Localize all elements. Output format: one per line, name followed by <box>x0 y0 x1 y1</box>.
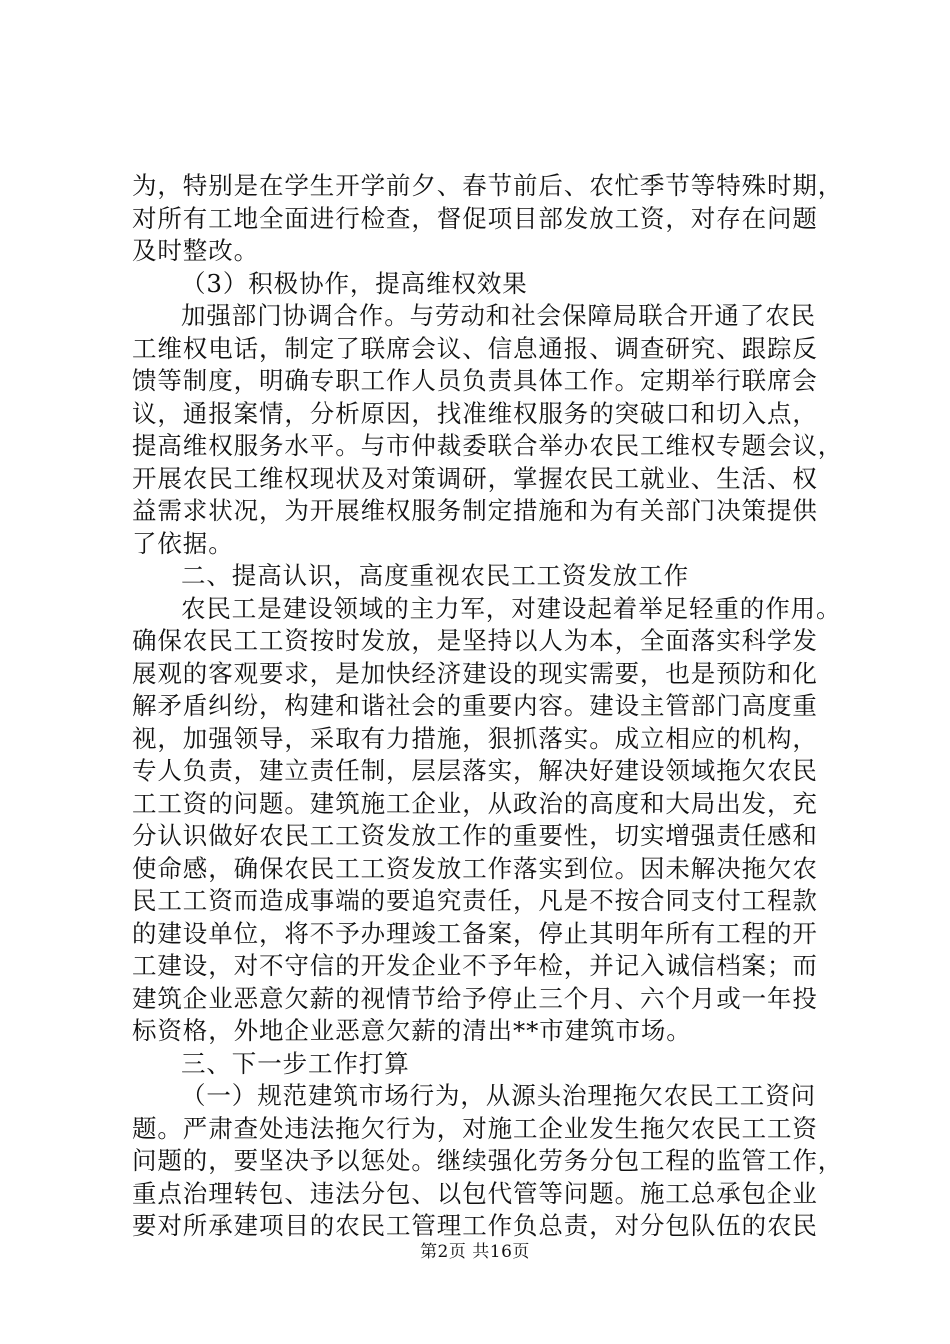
paragraph-start-line: 加强部门协调合作。与劳动和社会保障局联合开通了农民 <box>181 301 816 330</box>
text-line: 工工资的问题。建筑施工企业，从政治的高度和大局出发，充 <box>132 788 818 818</box>
text-line: 要对所承建项目的农民工管理工作负总责，对分包队伍的农民 <box>132 1211 818 1240</box>
page-number-label: 第2页 共16页 <box>420 1242 530 1262</box>
document-body <box>132 170 844 1243</box>
text-line: 题。严肃查处违法拖欠行为，对施工企业发生拖欠农民工工资 <box>132 1113 818 1143</box>
text-line: 建筑企业恶意欠薪的视情节给予停止三个月、六个月或一年投 <box>132 983 818 1013</box>
text-line: 提高维权服务水平。与市仲裁委联合举办农民工维权专题会议， <box>132 431 844 460</box>
text-line: 标资格，外地企业恶意欠薪的清出**市建筑市场。 <box>132 1016 692 1045</box>
text-line: 使命感，确保农民工工资发放工作落实到位。因未解决拖欠农 <box>132 853 818 883</box>
text-line: 开展农民工维权现状及对策调研，掌握农民工就业、生活、权 <box>132 463 818 493</box>
text-line: 馈等制度，明确专职工作人员负责具体工作。定期举行联席会 <box>132 366 818 395</box>
text-line: 专人负责，建立责任制，层层落实，解决好建设领域拖欠农民 <box>132 756 818 785</box>
section-heading: 三、下一步工作打算 <box>181 1048 410 1078</box>
text-line: 展观的客观要求，是加快经济建设的现实需要，也是预防和化 <box>132 658 818 688</box>
section-heading: 二、提高认识，高度重视农民工工资发放工作 <box>181 561 689 590</box>
text-line: 对所有工地全面进行检查，督促项目部发放工资，对存在问题 <box>132 203 818 233</box>
text-line: 了依据。 <box>132 528 234 558</box>
text-line: 解矛盾纠纷，构建和谐社会的重要内容。建设主管部门高度重 <box>132 691 818 720</box>
text-line: 视，加强领导，采取有力措施，狠抓落实。成立相应的机构， <box>132 723 818 753</box>
text-line: 民工工资而造成事端的要追究责任，凡是不按合同支付工程款 <box>132 886 818 915</box>
page-footer <box>0 1240 950 1264</box>
text-line: 工建设，对不守信的开发企业不予年检，并记入诚信档案；而 <box>132 951 818 980</box>
text-line: 确保农民工工资按时发放，是坚持以人为本，全面落实科学发 <box>132 626 818 655</box>
text-line: 重点治理转包、违法分包、以包代管等问题。施工总承包企业 <box>132 1178 818 1208</box>
text-line: 分认识做好农民工工资发放工作的重要性，切实增强责任感和 <box>132 821 818 850</box>
text-line: 及时整改。 <box>132 236 259 265</box>
paragraph-start-line: 农民工是建设领域的主力军，对建设起着举足轻重的作用。 <box>181 593 842 623</box>
text-line: 工维权电话，制定了联席会议、信息通报、调查研究、跟踪反 <box>132 333 818 363</box>
text-line: 议，通报案情，分析原因，找准维权服务的突破口和切入点， <box>132 398 818 428</box>
text-line: 为，特别是在学生开学前夕、春节前后、农忙季节等特殊时期， <box>132 171 844 200</box>
text-line: 的建设单位，将不予办理竣工备案，停止其明年所有工程的开 <box>132 918 818 948</box>
paragraph-start-line: （一）规范建筑市场行为，从源头治理拖欠农民工工资问 <box>181 1081 816 1110</box>
section-heading: （3）积极协作，提高维权效果 <box>181 268 528 298</box>
text-line: 问题的，要坚决予以惩处。继续强化劳务分包工程的监管工作， <box>132 1146 844 1175</box>
text-line: 益需求状况，为开展维权服务制定措施和为有关部门决策提供 <box>132 496 818 525</box>
